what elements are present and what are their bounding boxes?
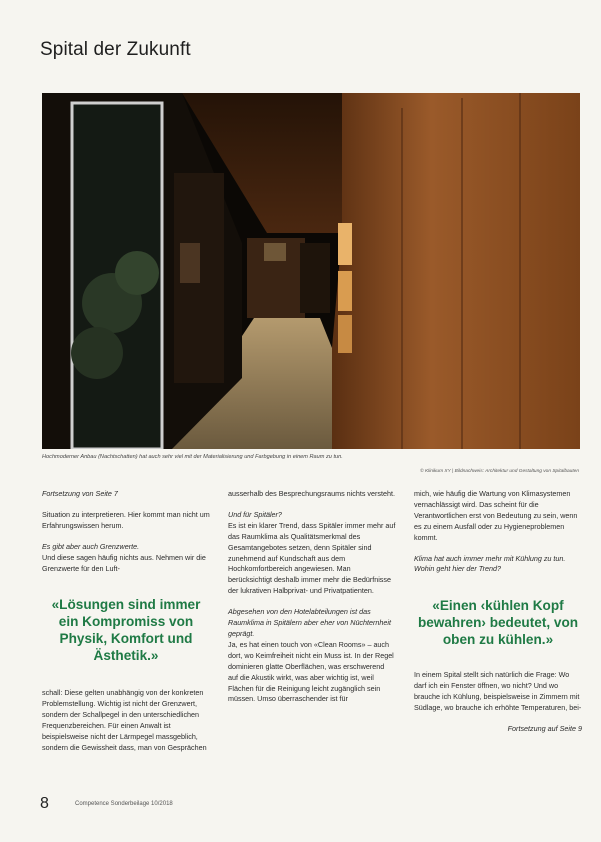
text-column-3 <box>414 489 582 735</box>
paragraph: ausserhalb des Besprechungsraums nichts versteht. <box>228 489 395 498</box>
photo-credit: © Klinikum XY | Bildnachweis: Architektur und Gestaltung von Spitalbauten <box>420 469 579 474</box>
paragraph: Es ist ein klarer Trend, dass Spitäler immer mehr auf das Raumklima als Qualitätsmerkmal des Gesamtangebotes setzen, denn Spitäler sind zunehmend auf Kundschaft aus dem Hochkomfortbereich angewiesen. Man berücksichtigt deshalb immer mehr die Bedürfnisse der lukrativen Halbprivat- und Privatpatienten. <box>228 520 396 596</box>
paragraph: Ja, es hat einen touch von «Clean Rooms» – auch dort, wo Keimfreiheit nicht ein Muss ist. In der Regel dominieren glatte Oberflächen, was erschwerend auf die Akustik wirkt, was aber wichtig ist, weil Flächen für die Reinigung leicht zugänglich sein müssen. Umso überraschender ist für <box>228 639 394 704</box>
paragraph: Situation zu interpretieren. Hier kommt man nicht um Erfahrungswissen herum. <box>42 509 210 530</box>
continuation-note: Fortsetzung auf Seite 9 <box>507 723 582 733</box>
interview-question: Und für Spitäler? <box>228 509 282 519</box>
continuation-note: Fortsetzung von Seite 7 <box>42 489 118 498</box>
paragraph: Und diese sagen häufig nichts aus. Nehmen wir die Grenzwerte für den Luft- <box>42 552 206 573</box>
paragraph: schall: Diese gelten unabhängig von der konkreten Problemstellung. Wichtig ist nicht der Grenzwert, sondern der Schallpegel in den unterschiedlichen Frequenzbereichen. Für einen Anwalt ist beispielsweise nicht der Lärmpegel massgeblich, sondern die Gewissheit dass, man von Gesprächen <box>42 688 207 752</box>
interview-question: Abgesehen von den Hotelabteilungen ist das Raumklima in Spitälern aber eher von Nüchternheit geprägt. <box>228 607 391 638</box>
pull-quote: «Einen ‹kühlen Kopf bewahren› bedeutet, von oben zu kühlen.» <box>417 598 579 648</box>
page-number: 8 <box>40 795 49 812</box>
hallway-illustration <box>42 93 580 449</box>
page-title: Spital der Zukunft <box>40 38 191 60</box>
publication-name: Competence Sonderbeilage 10/2018 <box>75 801 173 807</box>
interview-question: Klima hat auch immer mehr mit Kühlung zu tun. Wohin geht hier der Trend? <box>414 553 566 574</box>
paragraph: mich, wie häufig die Wartung von Klimasystemen vernachlässigt wird. Das scheint für die Verantwortlichen erst von Bedeutung zu sein, wenn es zu einem Ausfall oder zu Hygieneproblemen kommt. <box>414 489 578 542</box>
hallway-photo <box>42 93 580 449</box>
paragraph: In einem Spital stellt sich natürlich die Frage: Wo darf ich ein Fenster öffnen, wo nicht? Und wo brauche ich Kühlung, beispielsweise in Zimmern mit Südlage, wo brauche ich erhöhte Temperaturen, bei- <box>414 670 582 713</box>
photo-caption: Hochmoderner Anbau (Nachtschatten) hat auch sehr viel mit der Materialisierung und Farbgebung in einem Raum zu tun. <box>42 454 343 460</box>
text-column-1 <box>42 489 210 754</box>
interview-question: Es gibt aber auch Grenzwerte. <box>42 541 140 551</box>
text-column-2 <box>228 489 396 705</box>
pull-quote: «Lösungen sind immer ein Kompromiss von Physik, Komfort und Ästhetik.» <box>51 597 201 664</box>
